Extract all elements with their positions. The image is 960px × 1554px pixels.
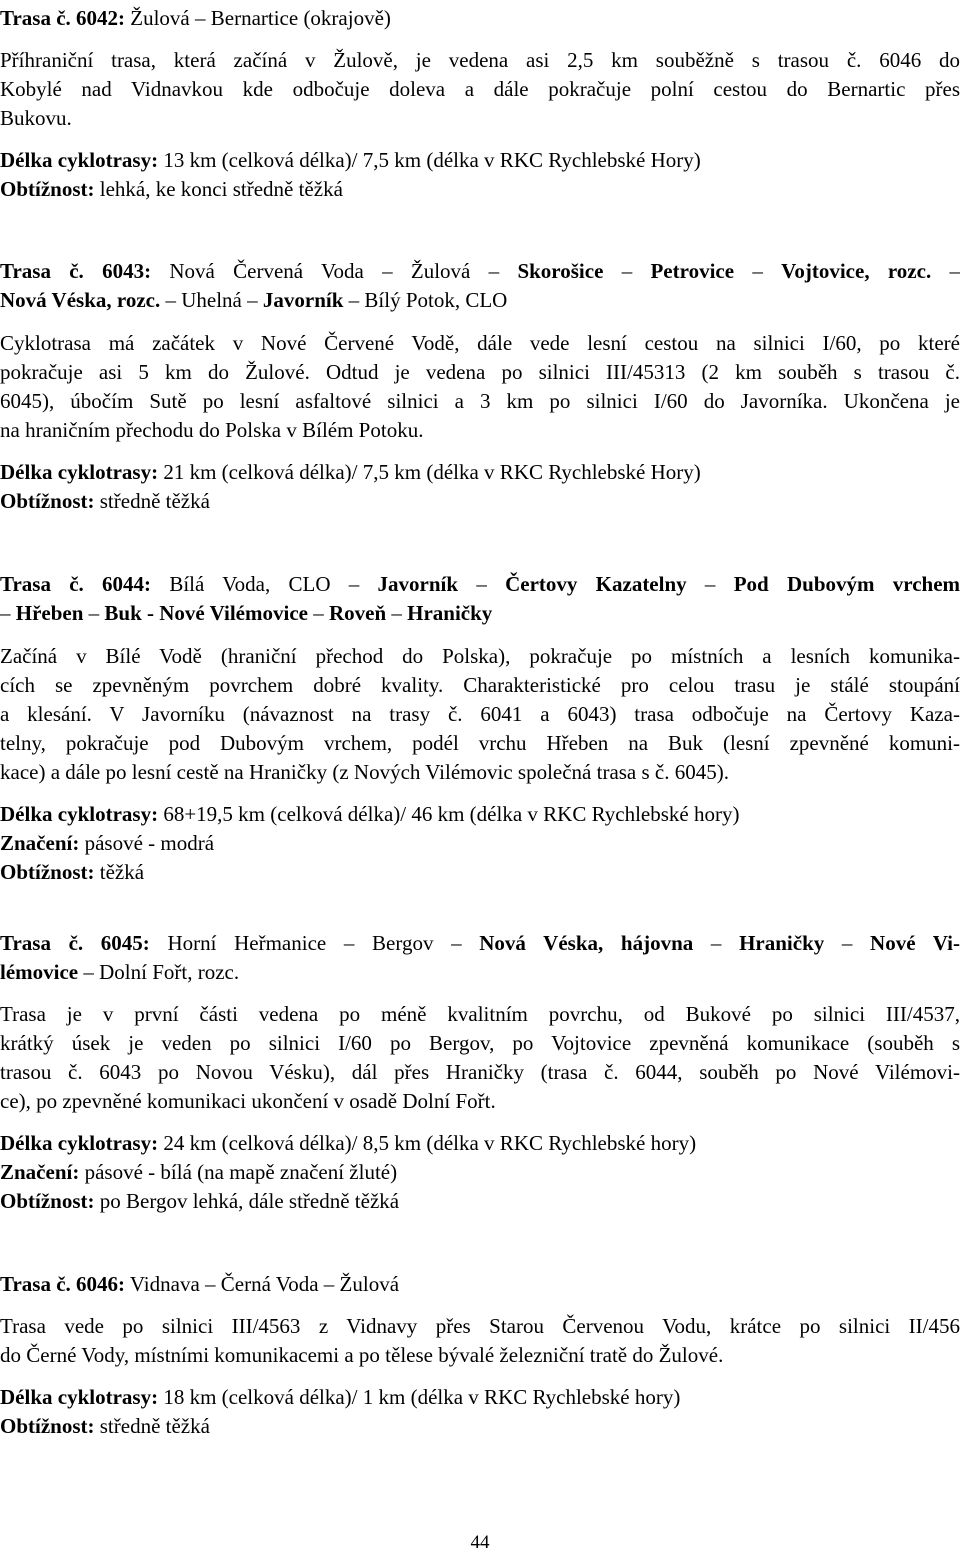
paragraph-line: Bukovu. bbox=[0, 106, 72, 130]
bold-text: Obtížnost: bbox=[0, 177, 95, 201]
route-info-line bbox=[0, 175, 960, 204]
route-info-line bbox=[0, 1187, 960, 1216]
route-info-line bbox=[0, 146, 960, 175]
paragraph-line: Trasa je v první části vedena po méně kvalitním povrchu, od Bukové po silnici III/4537, bbox=[0, 1002, 960, 1026]
bold-text: Nová Véska, hájovna bbox=[479, 931, 694, 955]
text-run: Horní Heřmanice – Bergov – bbox=[149, 931, 480, 955]
bold-text: Trasa č. 6044: bbox=[0, 572, 152, 596]
bold-text: Délka cyklotrasy: bbox=[0, 1131, 159, 1155]
route-title-line bbox=[0, 1270, 960, 1299]
bold-text: Petrovice bbox=[650, 259, 735, 283]
bold-text: Značení: bbox=[0, 1160, 80, 1184]
paragraph-line: kace) a dále po lesní cestě na Hraničky (z Nových Vilémovic společná trasa s č. 6045). bbox=[0, 760, 729, 784]
text-run: 18 km (celková délka)/ 1 km (délka v RKC Rychlebské hory) bbox=[158, 1385, 681, 1409]
bold-text: Obtížnost: bbox=[0, 860, 95, 884]
text-run: Žulová – Bernartice (okrajově) bbox=[125, 6, 391, 30]
text-run: 13 km (celková délka)/ 7,5 km (délka v RKC Rychlebské Hory) bbox=[158, 148, 701, 172]
route-title-line bbox=[0, 958, 960, 987]
bold-text: lémovice bbox=[0, 960, 79, 984]
text-run: – bbox=[824, 931, 871, 955]
paragraph-line: Příhraniční trasa, která začíná v Žulově, je vedena asi 2,5 km souběžně s trasou č. 6046 do bbox=[0, 48, 960, 72]
text-run: středně těžká bbox=[94, 489, 210, 513]
paragraph-line: Trasa vede po silnici III/4563 z Vidnavy přes Starou Červenou Vodu, krátce po silnici II/456 bbox=[0, 1314, 960, 1338]
bold-text: Obtížnost: bbox=[0, 1189, 95, 1213]
bold-text: Trasa č. 6043: bbox=[0, 259, 152, 283]
bold-text: Hřeben bbox=[15, 601, 84, 625]
bold-text: Javorník bbox=[377, 572, 459, 596]
text-run: – Dolní Fořt, rozc. bbox=[78, 960, 240, 984]
paragraph-line: ce), po zpevněné komunikaci ukončení v osadě Dolní Fořt. bbox=[0, 1089, 496, 1113]
text-run: – bbox=[686, 572, 734, 596]
bold-text: Skorošice bbox=[517, 259, 604, 283]
paragraph-line: Cyklotrasa má začátek v Nové Červené Vodě, dále vede lesní cestou na silnici I/60, po které bbox=[0, 331, 960, 355]
text-run: těžká bbox=[94, 860, 145, 884]
paragraph-line: 6045), úbočím Sutě po lesní asfaltové silnici a 3 km po silnici I/60 do Javorníka. Ukončena je bbox=[0, 389, 960, 413]
text-run: pásové - bílá (na mapě značení žluté) bbox=[79, 1160, 398, 1184]
route-info-line bbox=[0, 1383, 960, 1412]
text-run: 21 km (celková délka)/ 7,5 km (délka v RKC Rychlebské Hory) bbox=[158, 460, 701, 484]
bold-text: Vojtovice, rozc. bbox=[781, 259, 932, 283]
text-run: 68+19,5 km (celková délka)/ 46 km (délka v RKC Rychlebské hory) bbox=[158, 802, 740, 826]
bold-text: Pod Dubovým vrchem bbox=[733, 572, 960, 596]
text-run: – bbox=[83, 601, 105, 625]
bold-text: Javorník bbox=[262, 288, 344, 312]
bold-text: Značení: bbox=[0, 831, 80, 855]
route-info-line bbox=[0, 829, 960, 858]
text-run: Nová Červená Voda – Žulová – bbox=[151, 259, 518, 283]
route-info-line bbox=[0, 800, 960, 829]
text-run: – bbox=[307, 601, 329, 625]
paragraph-line: telny, pokračuje pod Dubovým vrchem, podél vrchu Hřeben na Buk (lesní zpevněné komuni- bbox=[0, 731, 960, 755]
route-info-line bbox=[0, 1129, 960, 1158]
paragraph-line: na hraničním přechodu do Polska v Bílém Potoku. bbox=[0, 418, 424, 442]
bold-text: Nová Véska, rozc. bbox=[0, 288, 161, 312]
text-run: – Bílý Potok, CLO bbox=[343, 288, 508, 312]
text-run: středně těžká bbox=[94, 1414, 210, 1438]
text-run: – Uhelná – bbox=[160, 288, 263, 312]
page-number: 44 bbox=[470, 1532, 490, 1553]
bold-text: Čertovy Kazatelny bbox=[505, 572, 687, 596]
route-title-line bbox=[0, 257, 960, 286]
text-run: – bbox=[693, 931, 740, 955]
route-title-line bbox=[0, 599, 960, 628]
text-run: Bílá Voda, CLO – bbox=[151, 572, 378, 596]
route-title-line bbox=[0, 570, 960, 599]
route-info-line bbox=[0, 1412, 960, 1441]
text-run: Vidnava – Černá Voda – Žulová bbox=[125, 1272, 400, 1296]
bold-text: Roveň bbox=[328, 601, 387, 625]
route-info-line bbox=[0, 458, 960, 487]
bold-text: Buk - Nové Vilémovice bbox=[104, 601, 308, 625]
text-run: pásové - modrá bbox=[79, 831, 215, 855]
bold-text: Trasa č. 6042: bbox=[0, 6, 126, 30]
paragraph-line: Kobylé nad Vidnavkou kde odbočuje doleva a dále pokračuje polní cestou do Bernartic přes bbox=[0, 77, 960, 101]
route-title-line bbox=[0, 4, 960, 33]
bold-text: Trasa č. 6046: bbox=[0, 1272, 126, 1296]
route-info-line bbox=[0, 858, 960, 887]
paragraph-line: a klesání. V Javorníku (návaznost na trasy č. 6041 a 6043) trasa odbočuje na Čertovy Kaza- bbox=[0, 702, 960, 726]
bold-text: Délka cyklotrasy: bbox=[0, 1385, 159, 1409]
text-run: po Bergov lehká, dále středně těžká bbox=[94, 1189, 400, 1213]
bold-text: Obtížnost: bbox=[0, 1414, 95, 1438]
text-run: lehká, ke konci středně těžká bbox=[94, 177, 343, 201]
text-run: – bbox=[0, 601, 16, 625]
paragraph-line: cích se zpevněným povrchem dobré kvality. Charakteristické pro celou trasu je stálé stoupání bbox=[0, 673, 960, 697]
text-run: – bbox=[386, 601, 408, 625]
route-title-line bbox=[0, 286, 960, 315]
paragraph-line: do Černé Vody, místními komunikacemi a po tělese bývalé železniční tratě do Žulové. bbox=[0, 1343, 724, 1367]
bold-text: Délka cyklotrasy: bbox=[0, 460, 159, 484]
bold-text: Délka cyklotrasy: bbox=[0, 148, 159, 172]
text-run: – bbox=[734, 259, 782, 283]
paragraph-line: Začíná v Bílé Vodě (hraniční přechod do Polska), pokračuje po místních a lesních komunika- bbox=[0, 644, 960, 668]
route-title-line bbox=[0, 929, 960, 958]
text-run: – bbox=[458, 572, 506, 596]
text-run: 24 km (celková délka)/ 8,5 km (délka v RKC Rychlebské hory) bbox=[158, 1131, 697, 1155]
bold-text: Trasa č. 6045: bbox=[0, 931, 150, 955]
paragraph-line: pokračuje asi 5 km do Žulové. Odtud je vedena po silnici III/45313 (2 km souběh s trasou č. bbox=[0, 360, 960, 384]
bold-text: Délka cyklotrasy: bbox=[0, 802, 159, 826]
paragraph-line: trasou č. 6043 po Novou Vésku), dál přes Hraničky (trasa č. 6044, souběh po Nové Vilémovi- bbox=[0, 1060, 960, 1084]
bold-text: Hraničky bbox=[739, 931, 825, 955]
bold-text: Nové Vi- bbox=[870, 931, 960, 955]
bold-text: Hraničky bbox=[407, 601, 493, 625]
bold-text: Obtížnost: bbox=[0, 489, 95, 513]
text-run: – bbox=[931, 259, 960, 283]
paragraph-line: krátký úsek je veden po silnici I/60 po Bergov, po Vojtovice zpevněná komunikace (souběh s bbox=[0, 1031, 960, 1055]
route-info-line bbox=[0, 1158, 960, 1187]
text-run: – bbox=[603, 259, 651, 283]
route-info-line bbox=[0, 487, 960, 516]
